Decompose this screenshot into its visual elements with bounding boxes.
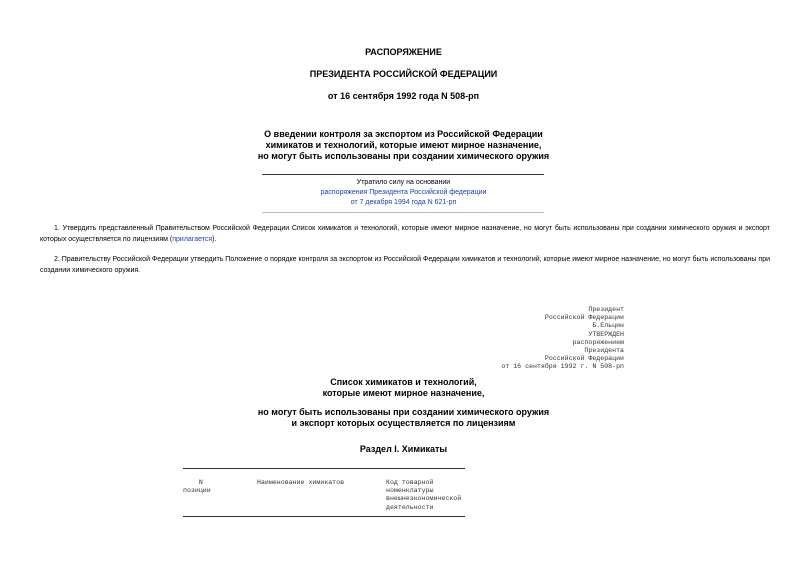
column-header-chemical-name: Наименование химикатов (257, 479, 345, 486)
approved-country: Российской Федерации (544, 355, 624, 363)
signature-name: Б.Ельцин (592, 322, 624, 330)
signature-title: Президент (588, 306, 624, 313)
document-title-line-3: но могут быть использованы при создании химического оружия (257, 151, 550, 161)
issuer: ПРЕЗИДЕНТА РОССИЙСКОЙ ФЕДЕРАЦИИ (309, 69, 498, 79)
list-title-line-3: но могут быть использованы при создании химического оружия (257, 407, 550, 417)
document-title-line-2: химикатов и технологий, которые имеют мирное назначение, (265, 140, 542, 150)
table-header-bottom-border (183, 516, 465, 517)
paragraph-2: 2. Правительству Российской Федерации утвердить Положение о порядке контроля за экспортом из Российской Федерации химикатов и технологий, которые имеют мирное назначение, но могут быть использованы при создании химического оружия. (40, 256, 770, 274)
list-title-line-2: которые имеют мирное назначение, (322, 388, 485, 398)
document-type: РАСПОРЯЖЕНИЕ (365, 47, 442, 57)
approved-by-order: распоряжением (572, 338, 624, 346)
paragraph-1 (40, 223, 770, 245)
section-title: Раздел I. Химикаты (359, 444, 448, 454)
signature-country: Российской Федерации (544, 314, 624, 322)
column-header-commodity-code: Код товарной номенклатуры внешнеэкономической деятельности (386, 479, 462, 511)
column-header-number: N позиции (183, 479, 211, 495)
table-top-border (183, 468, 465, 469)
status-bottom-divider (262, 212, 544, 213)
repeal-order-link[interactable]: распоряжения Президента Российской федерации (320, 189, 487, 196)
status-top-divider (262, 174, 544, 175)
signature-block (420, 306, 624, 372)
paragraph-1-text: 1. Утвердить представленный Правительством Российской Федерации Список химикатов и технологий, которые имеют мирное назначение, но могут быть использованы при создании химического оружия и экспорт которых осуществляется по лицензиям ( (40, 225, 770, 243)
attachment-link[interactable]: прилагается (172, 236, 213, 243)
repeal-order-date-link[interactable]: от 7 декабря 1994 года N 621-рп (350, 199, 457, 206)
status-text: Утратило силу на основании (356, 179, 451, 186)
approved-label: УТВЕРЖДЕН (588, 330, 624, 338)
document-date: от 16 сентября 1992 года N 508-рп (327, 91, 480, 101)
document-title-line-1: О введении контроля за экспортом из Российской Федерации (264, 129, 543, 139)
approved-date: от 16 сентября 1992 г. N 508-рп (501, 363, 624, 371)
paragraph-1-tail: ). (212, 236, 217, 243)
approved-president: Президента (584, 347, 624, 355)
list-title-line-4: и экспорт которых осуществляется по лицензиям (291, 418, 516, 428)
list-title-line-1: Список химикатов и технологий, (330, 377, 477, 387)
